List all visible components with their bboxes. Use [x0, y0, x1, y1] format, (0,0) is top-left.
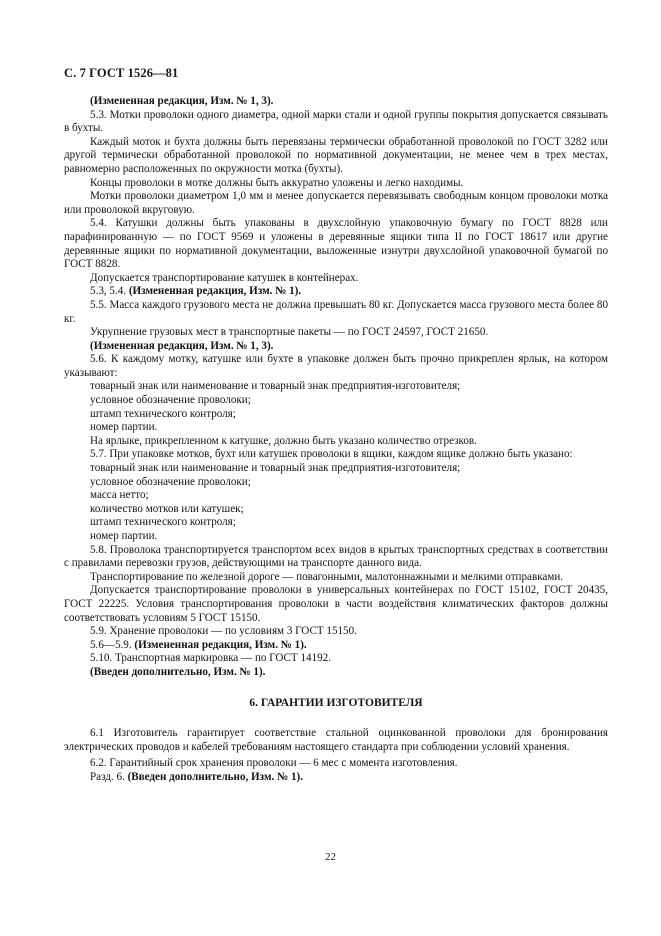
- section-title: 6. ГАРАНТИИ ИЗГОТОВИТЕЛЯ: [249, 696, 423, 709]
- paragraph: На ярлыке, прикрепленном к катушке, должно быть указано количество отрезков.: [90, 434, 477, 447]
- list-item: товарный знак или наименование и товарный знак предприятия-изготовителя;: [90, 462, 461, 475]
- paragraph: Мотки проволоки диаметром 1,0 мм и менее допускается перевязывать свободным концом проволоки мотка или проволокой вкруговую.: [64, 190, 608, 216]
- paragraph: Транспортирование по железной дороге — повагонными, малотоннажными и мелкими отправками.: [90, 570, 564, 583]
- amendment-note: (Измененная редакция, Изм. № 1, 3).: [90, 95, 274, 107]
- paragraph: 5.8. Проволока транспортируется транспортом всех видов в крытых транспортных средствах в соответствии с правилами перевозки грузов, действующими на транспорте данного вида.: [64, 543, 608, 570]
- amendment-text: (Введен дополнительно, Изм. № 1).: [127, 770, 304, 783]
- amendment-note: (Введен дополнительно, Изм. № 1).: [90, 665, 266, 678]
- paragraph: 5.7. При упаковке мотков, бухт или катушек проволоки в ящики, каждом ящике должно быть указано:: [90, 448, 573, 461]
- paragraph: Концы проволоки в мотке должны быть аккуратно уложены и легко находимы.: [90, 176, 464, 189]
- amendment-note: [64, 639, 608, 653]
- list-item: условное обозначение проволоки;: [90, 475, 251, 488]
- list-item: товарный знак или наименование и товарный знак предприятия-изготовителя;: [90, 380, 461, 393]
- amendment-note: (Измененная редакция, Изм. № 1, 3).: [90, 339, 274, 352]
- paragraph: 5.3. Мотки проволоки одного диаметра, одной марки стали и одной группы покрытия допускается связывать в бухты.: [64, 108, 608, 135]
- paragraph: 5.6. К каждому мотку, катушке или бухте в упаковке должен быть прочно прикреплен ярлык, на котором указывают:: [64, 353, 608, 379]
- amendment-text: (Измененная редакция, Изм. № 1).: [134, 638, 307, 651]
- paragraph: Допускается транспортирование проволоки в универсальных контейнерах по ГОСТ 15102, ГОСТ 20435, ГОСТ 22225. Условия транспортирования проволоки в части воздействия климатических факторов должны соответствовать условиям 5 ГОСТ 15150.: [64, 584, 608, 624]
- amendment-note: [64, 285, 608, 299]
- amendment-ref: 5.3, 5.4.: [90, 285, 129, 298]
- paragraph: 6.2. Гарантийный срок хранения проволоки — 6 мес с момента изготовления.: [90, 757, 458, 770]
- list-item: масса нетто;: [90, 489, 149, 502]
- paragraph: 5.10. Транспортная маркировка — по ГОСТ 14192.: [90, 652, 331, 665]
- paragraph: 5.5. Масса каждого грузового места не должна превышать 80 кг. Допускается масса грузового места более 80 кг.: [64, 298, 608, 325]
- amendment-note: [64, 771, 608, 785]
- list-item: номер партии.: [90, 530, 158, 542]
- paragraph: 5.4. Катушки должны быть упакованы в двухслойную упаковочную бумагу по ГОСТ 8828 или парафинированную — по ГОСТ 9569 и уложены в деревянные ящики типа II по ГОСТ 18617 или другие деревянные ящики по нормативной документации, выложенные изнутри двухслойной упаковочной бумагой по ГОСТ 8828.: [64, 217, 608, 271]
- list-item: номер партии.: [90, 421, 158, 434]
- paragraph: 5.9. Хранение проволоки — по условиям 3 ГОСТ 15150.: [90, 625, 357, 638]
- list-item: количество мотков или катушек;: [90, 502, 244, 515]
- amendment-text: (Измененная редакция, Изм. № 1).: [128, 285, 302, 298]
- paragraph: Каждый моток и бухта должны быть перевязаны термически обработанной проволокой по ГОСТ 3282 или другой термически обработанной проволокой по нормативной документации, не менее чем в трех местах, равномерно расположенных по окружности мотка (бухты).: [64, 135, 608, 175]
- page-number: 22: [325, 851, 336, 863]
- list-item: штамп технического контроля;: [90, 516, 236, 529]
- list-item: штамп технического контроля;: [90, 407, 236, 420]
- paragraph: Допускается транспортирование катушек в контейнерах.: [90, 271, 359, 284]
- paragraph: Укрупнение грузовых мест в транспортные пакеты — по ГОСТ 24597, ГОСТ 21650.: [90, 326, 489, 339]
- amendment-ref: Разд. 6.: [90, 770, 128, 783]
- document-header: С. 7 ГОСТ 1526—81: [64, 66, 179, 80]
- list-item: условное обозначение проволоки;: [90, 394, 251, 407]
- paragraph: 6.1 Изготовитель гарантирует соответствие стальной оцинкованной проволоки для бронирования электрических проводов и кабелей требованиям настоящего стандарта при соблюдении условий хранения.: [64, 727, 608, 753]
- document-body: [64, 95, 608, 785]
- amendment-ref: 5.6—5.9.: [90, 638, 135, 651]
